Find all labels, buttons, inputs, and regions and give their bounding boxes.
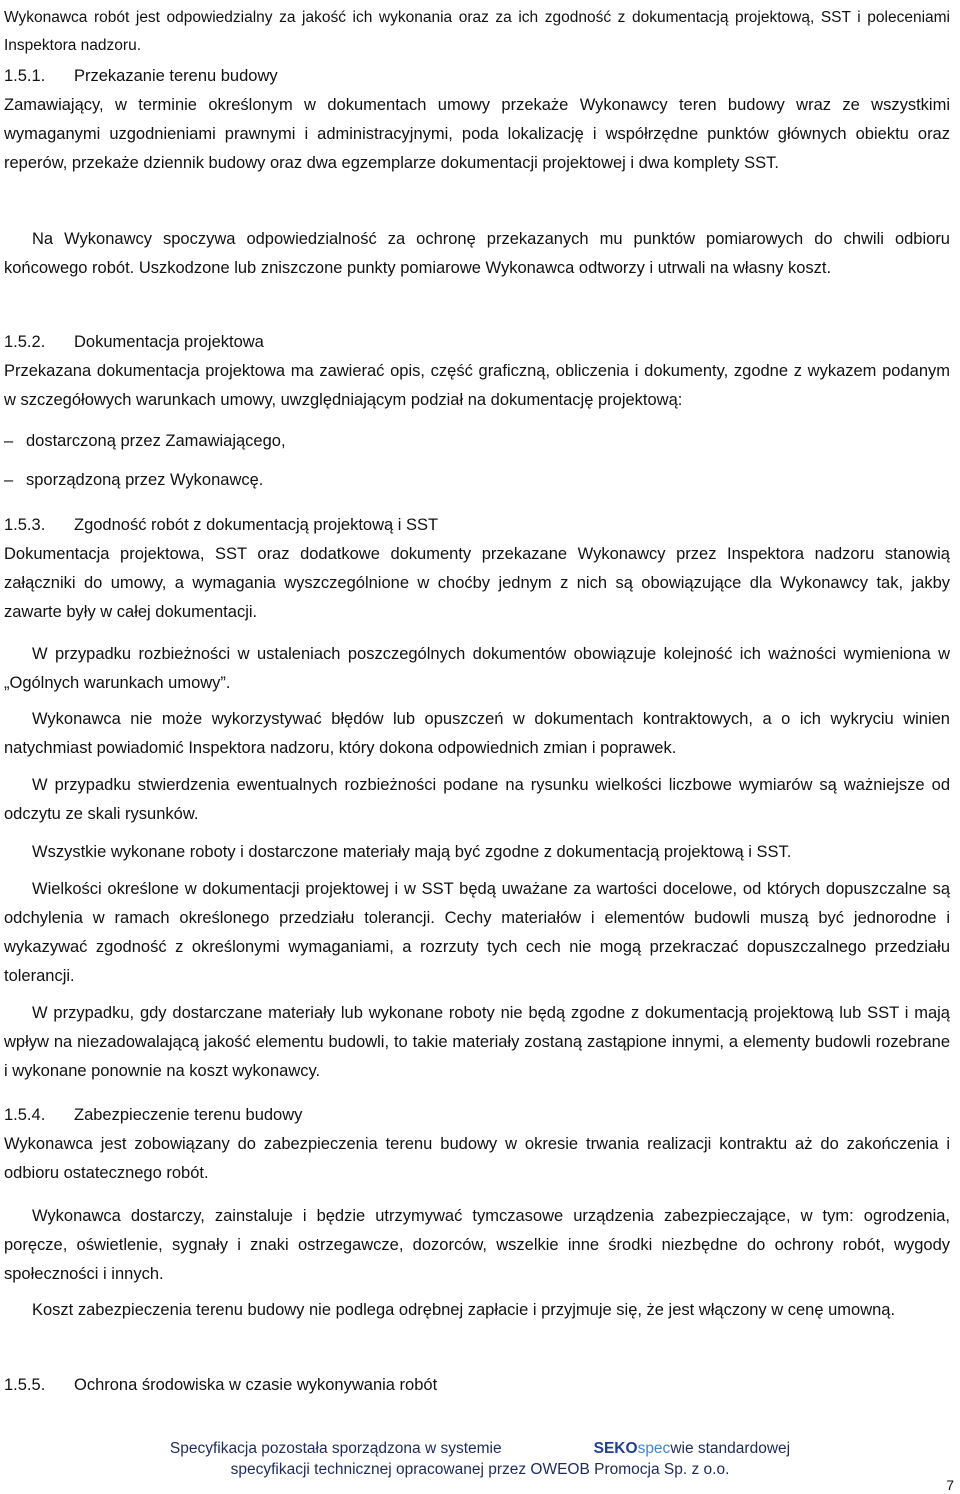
section-title: Ochrona środowiska w czasie wykonywania robót xyxy=(74,1376,438,1394)
list-item-text: sporządzoną przez Wykonawcę. xyxy=(26,471,264,489)
list-item xyxy=(4,427,950,456)
section-1-5-4 xyxy=(4,1101,950,1188)
section-heading xyxy=(4,1371,950,1400)
section-1-5-3-paragraph-3 xyxy=(4,705,950,763)
section-1-5-4-paragraph-3 xyxy=(4,1296,950,1325)
section-title: Przekazanie terenu budowy xyxy=(74,67,278,85)
section-number: 1.5.1. xyxy=(4,67,46,85)
paragraph: Dokumentacja projektowa, SST oraz dodatkowe dokumenty przekazane Wykonawcy przez Inspektora nadzoru stanowią załączniki do umowy, a wymagania wyszczególnione w choćby jednym z nich są obowiązujące dla Wykonawcy tak, jakby zawarte były w całej dokumentacji. xyxy=(4,545,950,621)
section-number: 1.5.3. xyxy=(4,516,46,534)
paragraph: Koszt zabezpieczenia terenu budowy nie podlega odrębnej zapłacie i przyjmuje się, że jest włączony w cenę umowną. xyxy=(32,1301,896,1319)
section-1-5-4-paragraph-2 xyxy=(4,1202,950,1289)
paragraph: Wykonawca nie może wykorzystywać błędów lub opuszczeń w dokumentach kontraktowych, a o ich wykryciu winien natychmiast powiadomić Inspektora nadzoru, który dokona odpowiednich zmian i poprawek. xyxy=(4,710,950,757)
paragraph: Przekazana dokumentacja projektowa ma zawierać opis, część graficzną, obliczenia i dokumenty, zgodne z wykazem podanym w szczegółowych warunkach umowy, uwzględniającym podział na dokumentację projektową: xyxy=(4,362,950,409)
section-heading xyxy=(4,62,950,91)
section-1-5-3-paragraph-7 xyxy=(4,999,950,1086)
section-1-5-1 xyxy=(4,62,950,178)
dash-marker: – xyxy=(4,471,14,489)
intro-block xyxy=(4,4,950,60)
section-1-5-3-paragraph-5 xyxy=(4,838,950,867)
page-footer xyxy=(0,1438,960,1480)
section-number: 1.5.2. xyxy=(4,333,46,351)
section-1-5-3-paragraph-4 xyxy=(4,771,950,829)
paragraph: Zamawiający, w terminie określonym w dokumentach umowy przekaże Wykonawcy teren budowy wraz ze wszystkimi wymaganymi uzgodnieniami prawnymi i administracyjnymi, poda lokalizację i współrzędne punktów głównych obiektu oraz reperów, przekaże dziennik budowy oraz dwa egzemplarze dokumentacji projektowej i dwa komplety SST. xyxy=(4,96,950,172)
paragraph: W przypadku stwierdzenia ewentualnych rozbieżności podane na rysunku wielkości liczbowe wymiarów są ważniejsze od odczytu ze skali rysunków. xyxy=(4,776,950,823)
section-1-5-3-paragraph-2 xyxy=(4,640,950,698)
dash-marker: – xyxy=(4,432,14,450)
paragraph: Wykonawca jest zobowiązany do zabezpieczenia terenu budowy w okresie trwania realizacji kontraktu aż do zakończenia i odbioru ostatecznego robót. xyxy=(4,1135,950,1182)
section-title: Zgodność robót z dokumentacją projektową i SST xyxy=(74,516,439,534)
section-1-5-2 xyxy=(4,328,950,415)
section-1-5-1-paragraph-2 xyxy=(4,225,950,283)
paragraph: W przypadku, gdy dostarczane materiały lub wykonane roboty nie będą zgodne z dokumentacją projektową lub SST i mają wpływ na niezadowalającą jakość elementu budowli, to takie materiały zostaną zastąpione innymi, a elementy budowli rozebrane i wykonane ponownie na koszt wykonawcy. xyxy=(4,1004,950,1080)
paragraph: Wielkości określone w dokumentacji projektowej i w SST będą uważane za wartości docelowe, od których dopuszczalne są odchylenia w ramach określonego przedziału tolerancji. Cechy materiałów i elementów budowli muszą być jednorodne i wykazywać zgodność z określonymi wymaganiami, a rozrzuty tych cech nie mogą przekraczać dopuszczalnego przedziału tolerancji. xyxy=(4,880,950,985)
list-item xyxy=(4,466,950,495)
brand-spec: spec xyxy=(637,1440,671,1457)
dash-list xyxy=(4,427,950,456)
footer-brand xyxy=(594,1438,790,1459)
paragraph: W przypadku rozbieżności w ustaleniach poszczególnych dokumentów obowiązuje kolejność ich ważności wymieniona w „Ogólnych warunkach umowy”. xyxy=(4,645,950,692)
intro-paragraph: Wykonawca robót jest odpowiedzialny za jakość ich wykonania oraz za ich zgodność z dokumentacją projektową, SST i poleceniami Inspektora nadzoru. xyxy=(4,9,950,54)
brand-seko: SEKO xyxy=(593,1440,638,1457)
section-heading xyxy=(4,1101,950,1130)
section-heading xyxy=(4,511,950,540)
section-title: Dokumentacja projektowa xyxy=(74,333,264,351)
section-title: Zabezpieczenie terenu budowy xyxy=(74,1106,303,1124)
paragraph: Na Wykonawcy spoczywa odpowiedzialność za ochronę przekazanych mu punktów pomiarowych do chwili odbioru końcowego robót. Uszkodzone lub zniszczone punkty pomiarowe Wykonawca odtworzy i utrwali na własny koszt. xyxy=(4,230,950,277)
section-1-5-3-paragraph-6 xyxy=(4,875,950,991)
footer-left-text: Specyfikacja pozostała sporządzona w systemie xyxy=(169,1440,502,1457)
section-number: 1.5.5. xyxy=(4,1376,46,1394)
section-1-5-3 xyxy=(4,511,950,627)
footer-line-1 xyxy=(0,1438,960,1459)
footer-right-text: wie standardowej xyxy=(670,1440,791,1457)
footer-line-2: specyfikacji technicznej opracowanej przez OWEOB Promocja Sp. z o.o. xyxy=(230,1461,730,1478)
section-number: 1.5.4. xyxy=(4,1106,46,1124)
list-item-text: dostarczoną przez Zamawiającego, xyxy=(26,432,286,450)
page-number: 7 xyxy=(946,1477,954,1493)
paragraph: Wykonawca dostarczy, zainstaluje i będzie utrzymywać tymczasowe urządzenia zabezpieczające, w tym: ogrodzenia, poręcze, oświetlenie, sygnały i znaki ostrzegawcze, dozorców, wszelkie inne środki niezbędne do ochrony robót, wygody społeczności i innych. xyxy=(4,1207,950,1283)
section-heading xyxy=(4,328,950,357)
section-1-5-5 xyxy=(4,1371,950,1400)
paragraph: Wszystkie wykonane roboty i dostarczone materiały mają być zgodne z dokumentacją projektową i SST. xyxy=(32,843,792,861)
dash-list-2 xyxy=(4,466,950,495)
